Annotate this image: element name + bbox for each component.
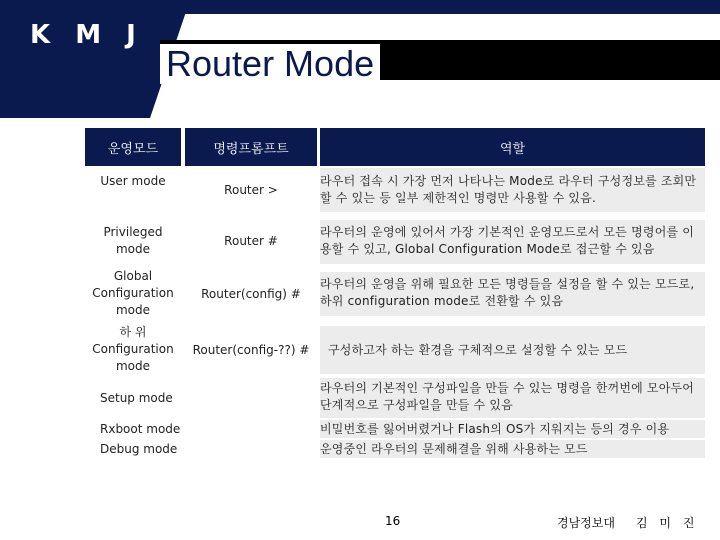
brand-logo: K M J: [30, 20, 144, 50]
table-cell-role: 비밀번호를 잃어버렸거나 Flash의 OS가 지워지는 등의 경우 이용: [320, 422, 670, 436]
col-header-prompt: 명령프롬프트: [185, 128, 317, 166]
table-cell-mode: Setup mode: [100, 391, 173, 405]
brand-block: [0, 0, 150, 118]
table-cell-prompt: Router >: [224, 183, 278, 197]
table-cell-mode: Global Configuration mode: [92, 269, 174, 317]
table-cell-role: 라우터의 기본적인 구성파일을 만들 수 있는 명령을 한꺼번에 모아두어 단계적으로 구성파일을 만들 수 있음: [320, 381, 695, 412]
footer-org: 경남정보대: [557, 516, 615, 530]
table-cell-mode: Rxboot mode: [100, 422, 181, 436]
table-cell-mode: User mode: [100, 174, 166, 188]
table-cell-prompt: Router #: [224, 234, 278, 248]
page-number: 16: [385, 514, 401, 528]
table-cell-role: 라우터 접속 시 가장 먼저 나타나는 Mode로 라우터 구성정보를 조회만 할 수 있는 등 일부 제한적인 명령만 사용할 수 있음.: [320, 174, 697, 205]
table-cell-role: 구성하고자 하는 환경을 구체적으로 설정할 수 있는 모드: [328, 343, 628, 357]
header-top-bar: [150, 0, 720, 14]
table-cell-prompt: Router(config-??) #: [192, 343, 310, 357]
col-header-role: 역할: [320, 128, 705, 166]
table-cell-prompt: Router(config) #: [201, 287, 301, 301]
table-cell-role: 운영중인 라우터의 문제해결을 위해 사용하는 모드: [320, 442, 588, 456]
table-cell-role: 라우터의 운영에 있어서 가장 기본적인 운영모드로서 모든 명령어를 이용할 수 있고, Global Configuration Mode로 접근할 수 있음: [320, 225, 695, 256]
table-cell-mode: 하 위 Configuration mode: [92, 325, 174, 373]
table-cell-mode: Debug mode: [100, 442, 178, 456]
footer-author: 김 미 진: [636, 516, 699, 530]
page-title: Router Mode: [160, 44, 380, 84]
col-header-mode: 운영모드: [85, 128, 181, 166]
table-cell-mode: Privileged mode: [103, 225, 163, 256]
table-cell-role: 라우터의 운영을 위해 필요한 모든 명령들을 설정을 할 수 있는 모드로, 하위 configuration mode로 전환할 수 있음: [320, 277, 695, 308]
